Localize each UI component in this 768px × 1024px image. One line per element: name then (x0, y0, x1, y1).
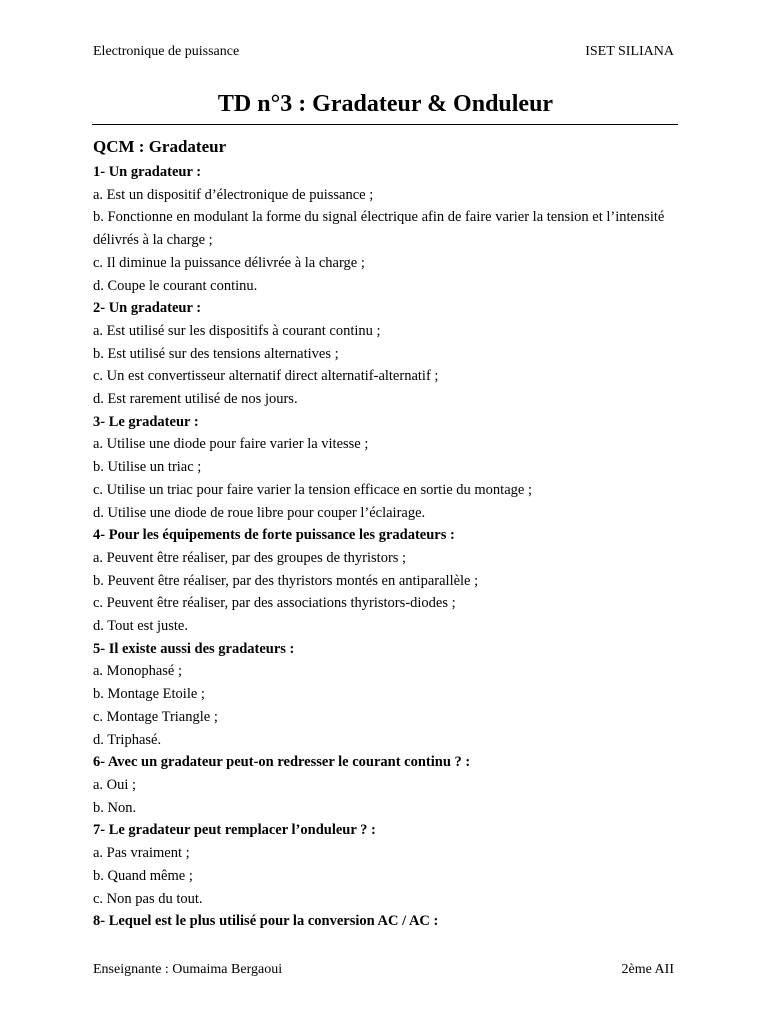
question-3-option-a: a. Utilise une diode pour faire varier la vitesse ; (93, 436, 369, 453)
question-7-option-a: a. Pas vraiment ; (93, 845, 190, 862)
page-header (93, 44, 674, 64)
question-2: 2- Un gradateur : (93, 300, 202, 317)
question-2-option-c: c. Un est convertisseur alternatif direct alternatif-alternatif ; (93, 368, 439, 385)
question-4-option-b: b. Peuvent être réaliser, par des thyristors montés en antiparallèle ; (93, 572, 479, 589)
document-title: TD n°3 : Gradateur & Onduleur (217, 91, 554, 117)
question-6-option-b: b. Non. (93, 799, 137, 816)
question-7-option-b: b. Quand même ; (93, 867, 193, 884)
question-5-option-b: b. Montage Etoile ; (93, 686, 205, 703)
footer-teacher: Enseignante : Oumaima Bergaoui (93, 962, 283, 977)
question-1-option-c: c. Il diminue la puissance délivrée à la charge ; (93, 254, 365, 271)
question-2-option-a: a. Est utilisé sur les dispositifs à courant continu ; (93, 322, 381, 339)
question-5-option-d: d. Triphasé. (93, 731, 162, 748)
question-8: 8- Lequel est le plus utilisé pour la conversion AC / AC : (93, 913, 439, 930)
question-7-option-c: c. Non pas du tout. (93, 890, 203, 907)
question-2-option-b: b. Est utilisé sur des tensions alternatives ; (93, 345, 339, 362)
question-1-option-b: b. Fonctionne en modulant la forme du signal électrique afin de faire varier la tension et l’intensité délivrés à la charge ; (93, 209, 665, 249)
question-4-option-a: a. Peuvent être réaliser, par des groupes de thyristors ; (93, 549, 407, 566)
footer-class: 2ème AII (621, 962, 674, 977)
question-3-option-c: c. Utilise un triac pour faire varier la tension efficace en sortie du montage ; (93, 481, 532, 498)
question-3-option-d: d. Utilise une diode de roue libre pour couper l’éclairage. (93, 504, 426, 521)
page-footer (93, 962, 674, 982)
question-4-option-c: c. Peuvent être réaliser, par des associations thyristors-diodes ; (93, 595, 456, 612)
question-4-option-d: d. Tout est juste. (93, 618, 188, 635)
section-title: QCM : Gradateur (93, 137, 227, 156)
question-1: 1- Un gradateur : (93, 164, 202, 180)
question-4: 4- Pour les équipements de forte puissance les gradateurs : (93, 527, 455, 544)
header-course-name: Electronique de puissance (93, 44, 240, 59)
question-6: 6- Avec un gradateur peut-on redresser le courant continu ? : (93, 754, 471, 771)
question-5-option-c: c. Montage Triangle ; (93, 708, 218, 725)
question-5-option-a: a. Monophasé ; (93, 663, 182, 680)
question-3: 3- Le gradateur : (93, 413, 199, 430)
question-1-option-a: a. Est un dispositif d’électronique de puissance ; (93, 186, 374, 203)
question-6-option-a: a. Oui ; (93, 776, 137, 793)
question-7: 7- Le gradateur peut remplacer l’onduleur ? : (93, 822, 376, 839)
title-divider (92, 124, 678, 125)
question-1-option-d: d. Coupe le courant continu. (93, 277, 258, 294)
question-2-option-d: d. Est rarement utilisé de nos jours. (93, 391, 298, 408)
question-3-option-b: b. Utilise un triac ; (93, 459, 202, 476)
question-list (93, 161, 678, 933)
header-institution: ISET SILIANA (585, 44, 674, 59)
question-5: 5- Il existe aussi des gradateurs : (93, 640, 295, 657)
